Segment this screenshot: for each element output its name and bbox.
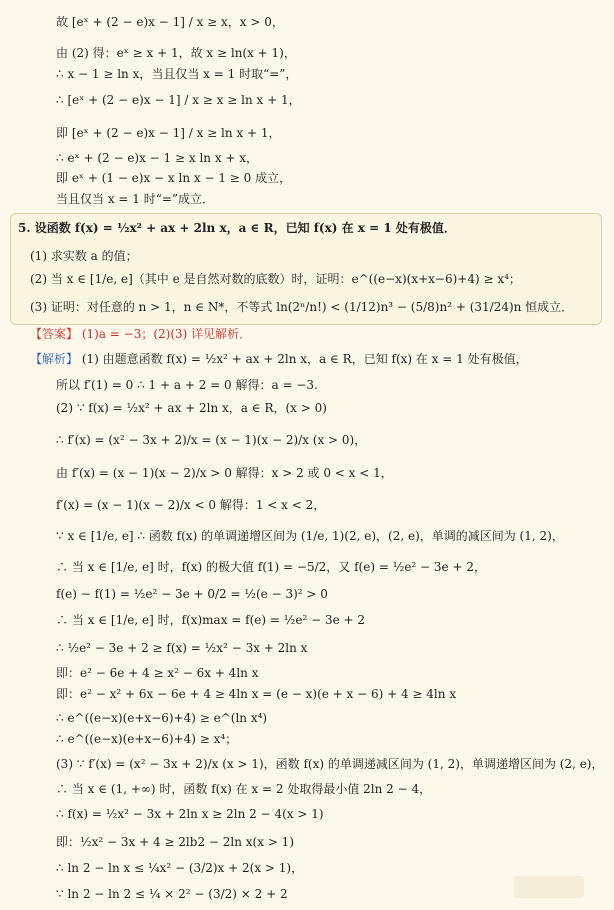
analysis-tag: 【解析】 xyxy=(30,352,79,366)
analysis-line: ∴ f′(x) = (x² − 3x + 2)/x = (x − 1)(x − 2)/x (x > 0)， xyxy=(56,433,367,447)
solution-line: ∴ [eˣ + (2 − e)x − 1] / x ≥ x ≥ ln x + 1， xyxy=(56,93,301,107)
solution-line: ∴ eˣ + (2 − e)x − 1 ≥ x ln x + x， xyxy=(56,151,259,165)
analysis-line: 由 f′(x) = (x − 1)(x − 2)/x > 0 解得：x > 2 或 0 < x < 1， xyxy=(56,466,393,480)
analysis-line: 所以 f′(1) = 0 ∴ 1 + a + 2 = 0 解得：a = −3. xyxy=(56,378,318,392)
analysis-line: ∴ ½e² − 3e + 2 ≥ f(x) = ½x² − 3x + 2ln x xyxy=(56,641,308,655)
analysis-line: (3) ∵ f′(x) = (x² − 3x + 2)/x (x > 1)，函数 f(x) 的单调递减区间为 (1, 2)，单调递增区间为 (2, e)， xyxy=(56,757,604,771)
analysis-line xyxy=(30,351,528,367)
analysis-text: (1) 由题意函数 f(x) = ½x² + ax + 2ln x，a ∈ R，已知 f(x) 在 x = 1 处有极值， xyxy=(81,352,528,366)
solution-line: 即 [eˣ + (2 − e)x − 1] / x ≥ ln x + 1， xyxy=(56,126,281,140)
analysis-line: ∴ f(x) = ½x² − 3x + 2ln x ≥ 2ln 2 − 4(x > 1) xyxy=(56,807,324,821)
analysis-line: ∴ e^((e−x)(e+x−6)+4) ≥ e^(ln x⁴) xyxy=(56,711,268,725)
answer-line xyxy=(30,326,251,342)
answer-text: (1)a = −3；(2)(3) 详见解析． xyxy=(81,327,252,341)
analysis-line: ∴ 当 x ∈ [1/e, e] 时，f(x)max = f(e) = ½e² − 3e + 2 xyxy=(56,613,366,627)
answer-tag: 【答案】 xyxy=(30,327,79,341)
solution-line: 即 eˣ + (1 − e)x − x ln x − 1 ≥ 0 成立， xyxy=(56,171,292,185)
watermark xyxy=(514,876,584,898)
analysis-line: ∴ e^((e−x)(e+x−6)+4) ≥ x⁴； xyxy=(56,732,238,746)
analysis-line: ∵ ln 2 − ln 2 ≤ ¼ × 2² − (3/2) × 2 + 2 xyxy=(56,887,288,901)
analysis-line: ∴ 当 x ∈ (1, +∞) 时，函数 f(x) 在 x = 2 处取得最小值 2ln 2 − 4， xyxy=(56,782,432,796)
analysis-line: (2) ∵ f(x) = ½x² + ax + 2ln x，a ∈ R，(x > 0) xyxy=(56,401,327,415)
analysis-line: ∴ 当 x ∈ [1/e, e] 时，f(x) 的极大值 f(1) = −5/2，又 f(e) = ½e² − 3e + 2， xyxy=(56,560,486,574)
solution-line: 由 (2) 得：eˣ ≥ x + 1，故 x ≥ ln(x + 1)， xyxy=(56,46,296,60)
analysis-line: 即：½x² − 3x + 4 ≥ 2lb2 − 2ln x(x > 1) xyxy=(56,835,295,849)
solution-line: ∴ x − 1 ≥ ln x，当且仅当 x = 1 时取“=”， xyxy=(56,67,298,81)
analysis-line: 即：e² − x² + 6x − 6e + 4 ≥ 4ln x = (e − x)(e + x − 6) + 4 ≥ 4ln x xyxy=(56,687,457,701)
solution-line: 当且仅当 x = 1 时“=”成立． xyxy=(56,192,215,206)
problem-title: 5. 设函数 f(x) = ½x² + ax + 2ln x，a ∈ R，已知 f(x) 在 x = 1 处有极值． xyxy=(18,221,456,235)
analysis-line: f(e) − f(1) = ½e² − 3e + 0/2 = ½(e − 3)² > 0 xyxy=(56,587,328,601)
problem-question-3: (3) 证明：对任意的 n > 1，n ∈ N*，不等式 ln(2ⁿ/n!) < (1/12)n³ − (5/8)n² + (31/24)n 恒成立． xyxy=(30,300,574,314)
analysis-line: 即：e² − 6e + 4 ≥ x² − 6x + 4ln x xyxy=(56,666,259,680)
analysis-line: ∴ ln 2 − ln x ≤ ¼x² − (3/2)x + 2(x > 1)， xyxy=(56,861,304,875)
problem-question-2: (2) 当 x ∈ [1/e, e]（其中 e 是自然对数的底数）时，证明：e^((e−x)(x+x−6)+4) ≥ x⁴； xyxy=(30,272,521,286)
problem-question-1: (1) 求实数 a 的值； xyxy=(30,249,138,263)
analysis-line: f′(x) = (x − 1)(x − 2)/x < 0 解得：1 < x < 2， xyxy=(56,498,326,512)
solution-line: 故 [eˣ + (2 − e)x − 1] / x ≥ x，x > 0， xyxy=(56,15,284,29)
analysis-line: ∵ x ∈ [1/e, e] ∴ 函数 f(x) 的单调递增区间为 (1/e, 1)(2, e)，(2, e)，单调的减区间为 (1, 2)， xyxy=(56,529,564,543)
